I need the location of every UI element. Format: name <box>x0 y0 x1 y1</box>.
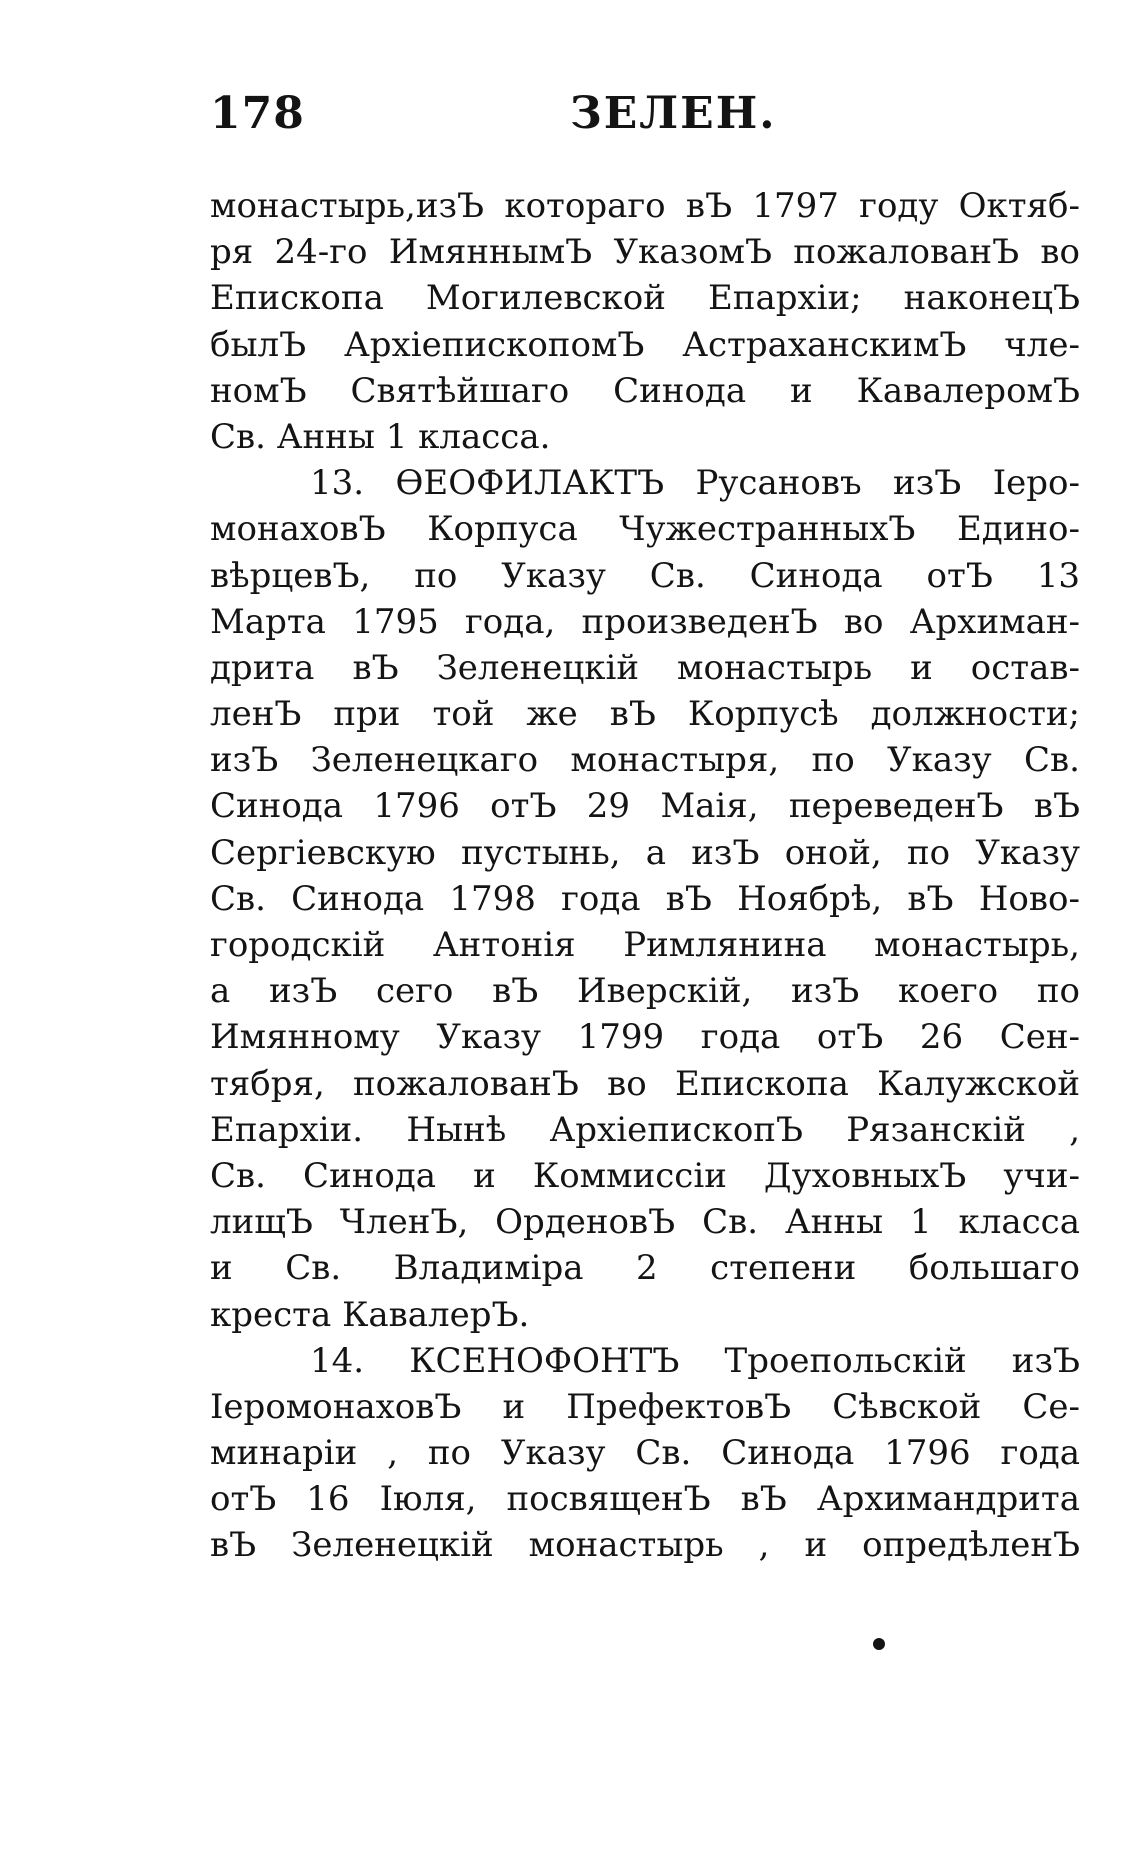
text-line: и Св. Владимiра 2 степени большаго <box>210 1248 1080 1289</box>
body-text <box>210 183 1080 1569</box>
text-line: Епископа Могилевской Епархiи; наконецЪ <box>210 278 1080 319</box>
text-line: вѣрцевЪ, по Указу Св. Синода отЪ 13 <box>210 555 1080 596</box>
text-line: изЪ Зеленецкаго монастыря, по Указу Св. <box>210 740 1080 781</box>
text-line: Епархiи. Нынѣ АрхiепископЪ Рязанскiй , <box>210 1109 1080 1150</box>
entry-14-heading-line: 14. КСЕНОФОНТЪ Троепольскiй изЪ <box>310 1340 1080 1381</box>
text-line: монастырь,изЪ которaго вЪ 1797 году Октяб- <box>210 186 1080 226</box>
entry-13-heading-line: 13. ѲЕОФИЛАКТЪ Русановъ изЪ Iеро- <box>310 463 1080 504</box>
text-line: былЪ АрхiепископомЪ АстраханскимЪ чле- <box>210 324 1080 365</box>
text-line: Сергiевскую пустынь, а изЪ оной, по Указу <box>210 832 1080 873</box>
text-line: номЪ Святѣйшаго Синода и КавалеромЪ <box>210 370 1080 411</box>
text-line: ря 24-го ИмяннымЪ УказомЪ пожалованЪ во <box>210 232 1080 273</box>
text-line: городскiй Антонiя Римлянина монастырь, <box>210 925 1080 965</box>
text-line: тября, пожалованЪ во Епископа Калужской <box>210 1063 1080 1104</box>
text-line: IеромонаховЪ и ПрефектовЪ Сѣвской Се- <box>210 1386 1080 1427</box>
running-head: ЗЕЛЕН. <box>570 88 777 139</box>
text-line: Имянному Указу 1799 года отЪ 26 Сен- <box>210 1017 1080 1058</box>
text-line: Синода 1796 отЪ 29 Маiя, переведенЪ вЪ <box>210 786 1080 827</box>
text-line: вЪ Зеленецкiй монастырь , и опредѣленЪ <box>210 1525 1080 1566</box>
text-line: минарiи , по Указу Св. Синода 1796 года <box>210 1433 1080 1474</box>
text-line: Св. Синода 1798 года вЪ Ноябрѣ, вЪ Ново- <box>210 878 1080 919</box>
page-header <box>210 88 1080 148</box>
text-line: дрита вЪ Зеленецкiй монастырь и остав- <box>210 647 1080 688</box>
text-line: Св. Анны 1 класса. <box>210 416 551 457</box>
text-line: лищЪ ЧленЪ, ОрденовЪ Св. Анны 1 класса <box>210 1202 1080 1243</box>
text-line: отЪ 16 Iюля, посвященЪ вЪ Архимандрита <box>210 1479 1080 1520</box>
text-line: ленЪ при той же вЪ Корпусѣ должности; <box>210 694 1080 735</box>
text-line: креста КавалерЪ. <box>210 1294 530 1335</box>
ink-speck <box>873 1638 885 1650</box>
text-line: Св. Синода и Коммиссiи ДуховныхЪ учи- <box>210 1155 1080 1196</box>
text-line: Марта 1795 года, произведенЪ во Архиман- <box>210 601 1080 642</box>
text-line: монаховЪ Корпуса ЧужестранныхЪ Едино- <box>210 509 1080 550</box>
text-line: а изЪ сего вЪ Иверскiй, изЪ коего по <box>210 971 1080 1012</box>
page-number: 178 <box>210 88 305 139</box>
